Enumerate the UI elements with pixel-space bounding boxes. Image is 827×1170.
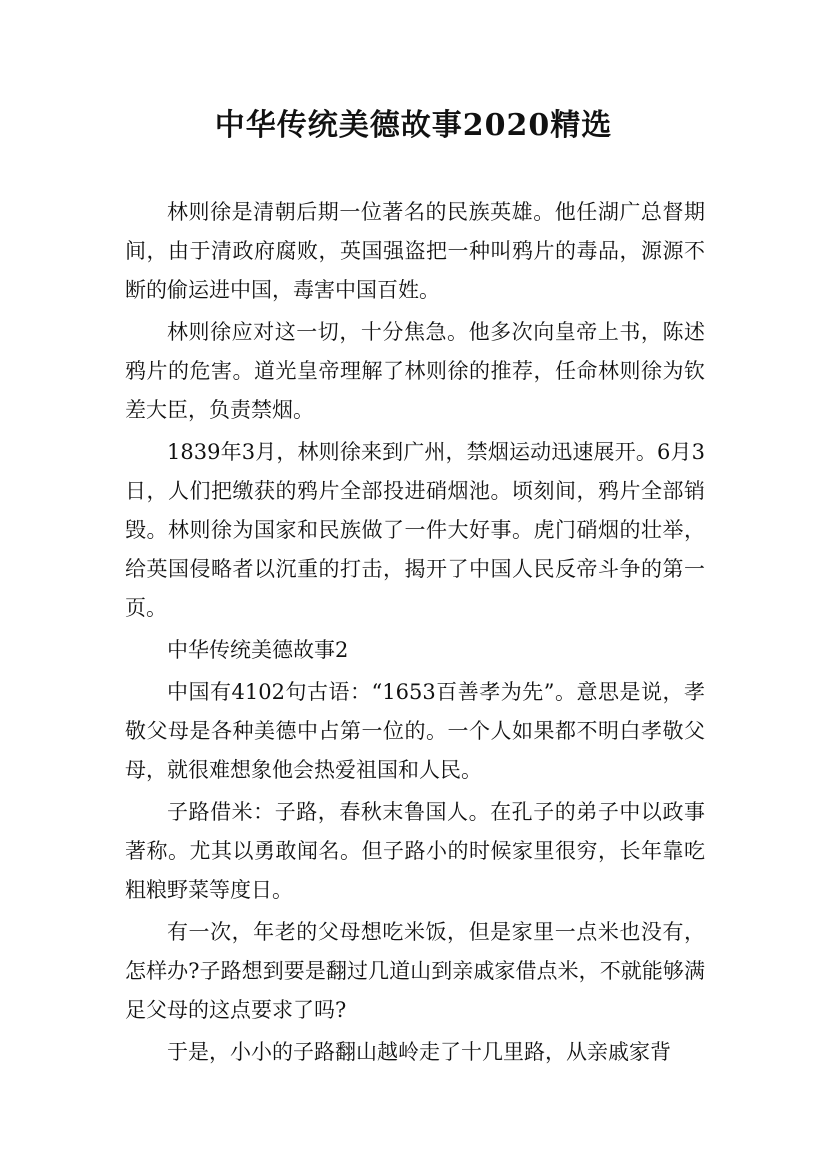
document-body (125, 193, 705, 1075)
paragraph-3: 1839年3月，林则徐来到广州，禁烟运动迅速展开。6月3日，人们把缴获的鸦片全部投进硝烟池。顷刻间，鸦片全部销毁。林则徐为国家和民族做了一件大好事。虎门硝烟的壮举，给英国侵略者以沉重的打击，揭开了中国人民反帝斗争的第一页。 (125, 440, 705, 620)
paragraph-5: 子路借米：子路，春秋末鲁国人。在孔子的弟子中以政事著称。尤其以勇敢闻名。但子路小的时候家里很穷，长年靠吃粗粮野菜等度日。 (125, 800, 705, 902)
paragraph-6: 有一次，年老的父母想吃米饭，但是家里一点米也没有，怎样办?子路想到要是翻过几道山到亲戚家借点米，不就能够满足父母的这点要求了吗? (125, 920, 705, 1022)
document-title: 中华传统美德故事2020精选 (214, 108, 613, 143)
paragraph-1: 林则徐是清朝后期一位著名的民族英雄。他任湖广总督期间，由于清政府腐败，英国强盗把一种叫鸦片的毒品，源源不断的偷运进中国，毒害中国百姓。 (125, 200, 705, 302)
paragraph-4: 中国有4102句古语：“1653百善孝为先”。意思是说，孝敬父母是各种美德中占第一位的。一个人如果都不明白孝敬父母，就很难想象他会热爱祖国和人民。 (125, 680, 705, 782)
paragraph-7: 于是，小小的子路翻山越岭走了十几里路，从亲戚家背 (167, 1040, 671, 1064)
paragraph-2: 林则徐应对这一切，十分焦急。他多次向皇帝上书，陈述鸦片的危害。道光皇帝理解了林则徐的推荐，任命林则徐为钦差大臣，负责禁烟。 (125, 320, 705, 422)
section-heading: 中华传统美德故事2 (167, 638, 349, 662)
